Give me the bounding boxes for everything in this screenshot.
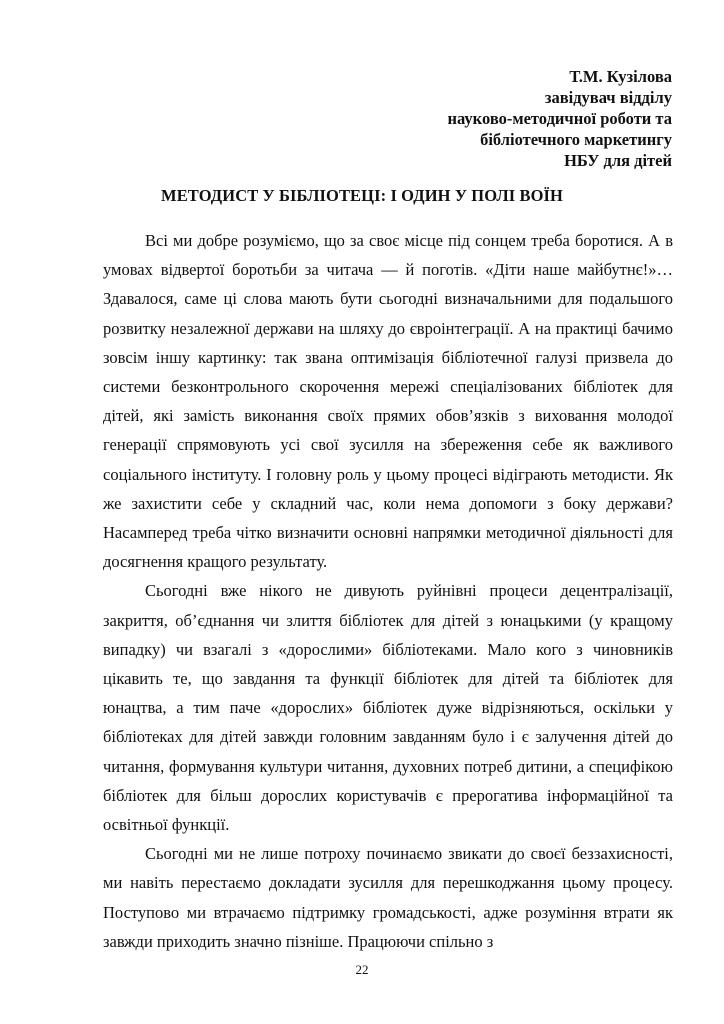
author-position-line-3: бібліотечного маркетингу: [480, 130, 672, 149]
paragraph: Сьогодні ми не лише потроху починаємо звикати до своєї беззахисності, ми навіть перестаємо докладати зусилля для перешкоджання цьому процесу. Поступово ми втрачаємо підтримку громадськості, адже розуміння втрати як завжди приходить значно пізніше. Працюючи спільно з: [103, 844, 673, 951]
author-name: Т.М. Кузілова: [569, 67, 672, 86]
author-position-line-1: завідувач відділу: [544, 88, 672, 107]
article-title: МЕТОДИСТ У БІБЛІОТЕЦІ: І ОДИН У ПОЛІ ВОЇН: [161, 186, 563, 205]
page-number: 22: [355, 962, 369, 977]
paragraph: Всі ми добре розуміємо, що за своє місце під сонцем треба боротися. А в умовах відвертої боротьби за читача — й поготів. «Діти наше майбутнє!»… Здавалося, саме ці слова мають бути сьогодні визначальними для подальшого розвитку незалежної держави на шляху до євроінтеграції. А на практиці бачимо зовсім іншу картинку: так звана оптимізація бібліотечної галузі призвела до системи безконтрольного скорочення мережі спеціалізованих бібліотек для дітей, які замість виконання своїх прямих обов’язків з виховання молодої генерації спрямовують усі свої зусилля на збереження себе як важливого соціального інституту. І головну роль у цьому процесі відіграють методисти. Як же захистити себе у складний час, коли нема допомоги з боку держави? Насамперед треба чітко визначити основні напрямки методичної діяльності для досягнення кращого результату.: [103, 231, 673, 572]
author-organization: НБУ для дітей: [564, 151, 672, 170]
article-body: [103, 226, 673, 956]
author-position-line-2: науково-методичної роботи та: [447, 109, 672, 128]
author-block: [448, 66, 672, 171]
paragraph: Сьогодні вже нікого не дивують руйнівні процеси децентралізації, закриття, об’єднання чи злиття бібліотек для дітей з юнацькими (у кращому випадку) чи взагалі з «дорослими» бібліотеками. Мало кого з чиновників цікавить те, що завдання та функції бібліотек для дітей та бібліотек для юнацтва, а тим паче «дорослих» бібліотек дуже відрізняються, оскільки у бібліотеках для дітей завжди головним завданням було і є залучення дітей до читання, формування культури читання, духовних потреб дитини, а специфікою бібліотек для більш дорослих користувачів є прерогатива інформаційної та освітньої функції.: [103, 581, 673, 835]
